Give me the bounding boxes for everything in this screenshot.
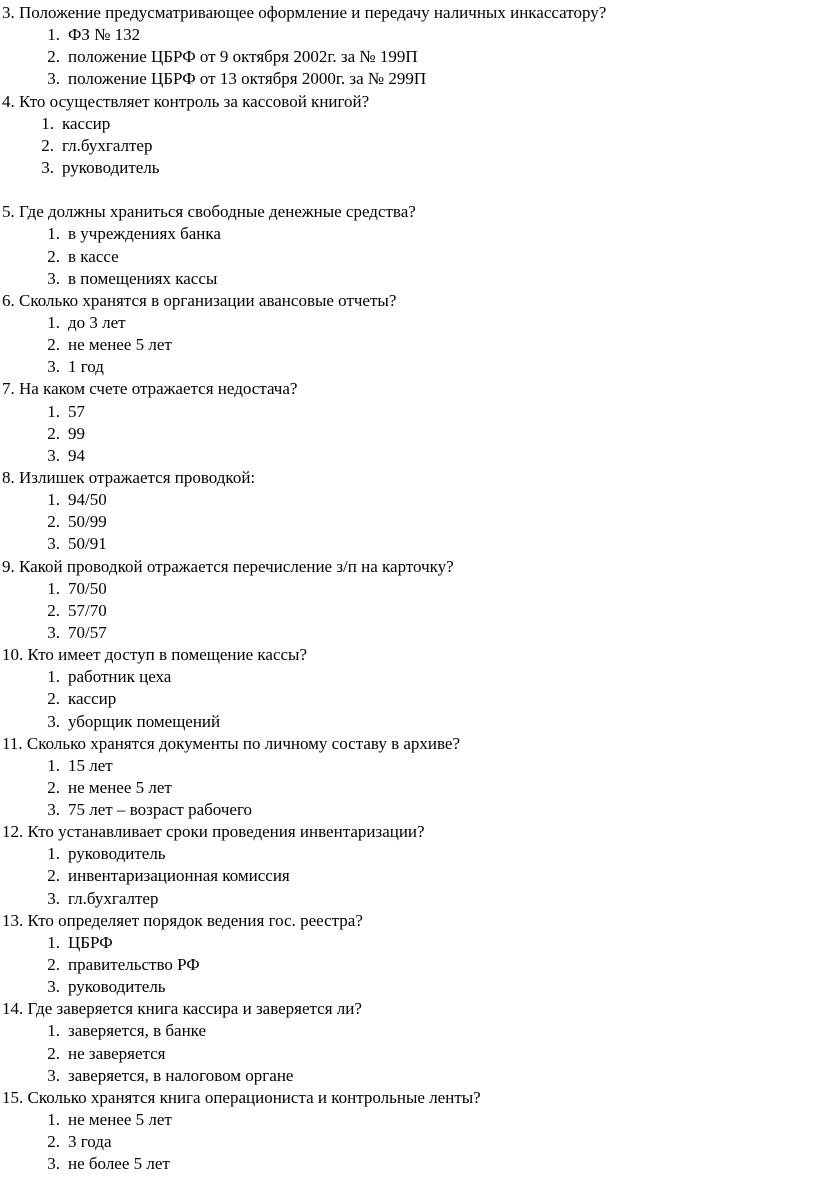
answer-number: 1. xyxy=(47,312,60,332)
answer-item xyxy=(0,799,816,821)
answer-text: заверяется, в банке xyxy=(68,1021,207,1041)
answer-item xyxy=(0,445,816,467)
question-5 xyxy=(0,201,816,290)
answer-text: 70/50 xyxy=(68,578,107,598)
answer-number: 2. xyxy=(47,955,60,975)
answer-number: 3. xyxy=(47,268,60,288)
answer-text: положение ЦБРФ от 13 октября 2000г. за № 299П xyxy=(68,69,427,89)
answer-number: 1. xyxy=(47,755,60,775)
answer-item xyxy=(0,223,816,245)
answer-number: 3. xyxy=(47,622,60,642)
answer-number: 2. xyxy=(47,1043,60,1063)
answer-text: 94 xyxy=(68,445,85,465)
answer-text: заверяется, в налоговом органе xyxy=(68,1065,294,1085)
answer-item xyxy=(0,688,816,710)
answer-text: 50/99 xyxy=(68,512,107,532)
answer-number: 1. xyxy=(47,578,60,598)
answer-item xyxy=(0,777,816,799)
answer-number: 3. xyxy=(47,977,60,997)
answer-number: 1. xyxy=(47,667,60,687)
answer-text: работник цеха xyxy=(68,667,172,687)
answer-number: 2. xyxy=(47,512,60,532)
answer-item xyxy=(0,334,816,356)
question-9 xyxy=(0,556,816,645)
question-15 xyxy=(0,1087,816,1176)
answer-text: не менее 5 лет xyxy=(68,335,172,355)
question-text: 11. Сколько хранятся документы по личному составу в архиве? xyxy=(2,733,461,753)
answer-text: не заверяется xyxy=(68,1043,166,1063)
answer-number: 3. xyxy=(47,800,60,820)
question-text: 3. Положение предусматривающее оформление и передачу наличных инкассатору? xyxy=(2,3,607,22)
answer-item xyxy=(0,1153,816,1175)
answer-list xyxy=(0,755,816,821)
answer-number: 2. xyxy=(47,335,60,355)
answer-list xyxy=(0,932,816,998)
answer-text: в помещениях кассы xyxy=(68,268,218,288)
answer-text: не менее 5 лет xyxy=(68,777,172,797)
answer-number: 2. xyxy=(47,1132,60,1152)
answer-item xyxy=(0,268,816,290)
answer-item xyxy=(0,976,816,998)
answer-text: ФЗ № 132 xyxy=(68,25,141,45)
answer-text: 75 лет – возраст рабочего xyxy=(68,800,253,820)
answer-list xyxy=(0,1020,816,1086)
answer-list xyxy=(0,1109,816,1175)
answer-text: инвентаризационная комиссия xyxy=(68,866,290,886)
answer-item xyxy=(0,888,816,910)
question-text: 12. Кто устанавливает сроки проведения инвентаризации? xyxy=(2,822,425,842)
answer-item xyxy=(0,46,816,68)
answer-text: 15 лет xyxy=(68,755,113,775)
answer-text: не более 5 лет xyxy=(68,1154,170,1174)
answer-number: 1. xyxy=(47,490,60,510)
answer-item xyxy=(0,1109,816,1131)
answer-text: руководитель xyxy=(68,844,166,864)
answer-item xyxy=(0,24,816,46)
answer-text: правительство РФ xyxy=(68,955,200,975)
answer-text: ЦБРФ xyxy=(68,932,113,952)
answer-item xyxy=(0,578,816,600)
answer-item xyxy=(0,312,816,334)
question-text: 8. Излишек отражается проводкой: xyxy=(2,467,256,487)
answer-text: гл.бухгалтер xyxy=(62,135,153,155)
answer-text: 57 xyxy=(68,401,85,421)
answer-item xyxy=(0,1065,816,1087)
answer-number: 2. xyxy=(41,135,54,155)
answer-item xyxy=(0,711,816,733)
answer-item xyxy=(0,954,816,976)
answer-text: не менее 5 лет xyxy=(68,1110,172,1130)
answer-list xyxy=(0,113,816,179)
answer-number: 3. xyxy=(47,357,60,377)
answer-item xyxy=(0,68,816,90)
answer-text: кассир xyxy=(62,113,111,133)
question-13 xyxy=(0,910,816,999)
answer-list xyxy=(0,843,816,909)
question-11 xyxy=(0,733,816,822)
blank-line xyxy=(0,179,816,201)
answer-number: 1. xyxy=(47,224,60,244)
answer-item xyxy=(0,533,816,555)
answer-item xyxy=(0,932,816,954)
question-text: 7. На каком счете отражается недостача? xyxy=(2,379,298,399)
question-text: 9. Какой проводкой отражается перечисление з/п на карточку? xyxy=(2,556,454,576)
answer-number: 1. xyxy=(47,1021,60,1041)
answer-text: руководитель xyxy=(62,157,160,177)
question-text: 15. Сколько хранятся книга операциониста и контрольные ленты? xyxy=(2,1087,481,1107)
answer-number: 2. xyxy=(47,246,60,266)
question-text: 10. Кто имеет доступ в помещение кассы? xyxy=(2,645,308,665)
answer-number: 2. xyxy=(47,777,60,797)
answer-text: кассир xyxy=(68,689,117,709)
answer-text: гл.бухгалтер xyxy=(68,888,159,908)
answer-item xyxy=(0,511,816,533)
answer-text: уборщик помещений xyxy=(68,711,221,731)
answer-number: 3. xyxy=(47,69,60,89)
answer-text: 57/70 xyxy=(68,600,107,620)
question-7 xyxy=(0,378,816,467)
answer-list xyxy=(0,223,816,289)
answer-text: руководитель xyxy=(68,977,166,997)
answer-item xyxy=(0,755,816,777)
answer-number: 3. xyxy=(47,1065,60,1085)
answer-text: в учреждениях банка xyxy=(68,224,221,244)
answer-number: 3. xyxy=(41,157,54,177)
answer-item xyxy=(0,600,816,622)
question-6 xyxy=(0,290,816,379)
answer-item xyxy=(0,1020,816,1042)
answer-number: 1. xyxy=(47,932,60,952)
answer-list xyxy=(0,24,816,90)
answer-item xyxy=(0,666,816,688)
answer-number: 2. xyxy=(47,47,60,67)
question-text: 5. Где должны храниться свободные денежные средства? xyxy=(2,202,416,222)
answer-text: 99 xyxy=(68,423,85,443)
answer-number: 3. xyxy=(47,534,60,554)
answer-number: 1. xyxy=(47,25,60,45)
answer-item xyxy=(0,1131,816,1153)
answer-text: 70/57 xyxy=(68,622,107,642)
answer-number: 2. xyxy=(47,600,60,620)
answer-number: 1. xyxy=(47,844,60,864)
answer-text: 50/91 xyxy=(68,534,107,554)
answer-list xyxy=(0,401,816,467)
answer-item xyxy=(0,622,816,644)
answer-text: 94/50 xyxy=(68,490,107,510)
answer-list xyxy=(0,489,816,555)
question-text: 13. Кто определяет порядок ведения гос. реестра? xyxy=(2,910,363,930)
answer-text: 1 год xyxy=(68,357,104,377)
question-text: 4. Кто осуществляет контроль за кассовой книгой? xyxy=(2,91,370,111)
answer-list xyxy=(0,312,816,378)
question-8 xyxy=(0,467,816,556)
answer-item xyxy=(0,423,816,445)
question-14 xyxy=(0,998,816,1087)
answer-text: в кассе xyxy=(68,246,119,266)
answer-item xyxy=(0,401,816,423)
answer-number: 1. xyxy=(47,401,60,421)
question-text: 14. Где заверяется книга кассира и заверяется ли? xyxy=(2,999,362,1019)
answer-item xyxy=(0,246,816,268)
answer-item xyxy=(0,865,816,887)
answer-number: 2. xyxy=(47,866,60,886)
answer-text: до 3 лет xyxy=(68,312,126,332)
answer-text: 3 года xyxy=(68,1132,112,1152)
answer-item xyxy=(0,843,816,865)
answer-number: 1. xyxy=(41,113,54,133)
answer-list xyxy=(0,578,816,644)
question-3 xyxy=(0,2,816,91)
answer-item xyxy=(0,1043,816,1065)
answer-item xyxy=(0,489,816,511)
answer-number: 3. xyxy=(47,888,60,908)
question-4 xyxy=(0,91,816,180)
answer-item xyxy=(0,113,816,135)
answer-item xyxy=(0,157,816,179)
answer-number: 2. xyxy=(47,423,60,443)
answer-number: 2. xyxy=(47,689,60,709)
question-text: 6. Сколько хранятся в организации авансовые отчеты? xyxy=(2,290,397,310)
answer-number: 3. xyxy=(47,445,60,465)
question-10 xyxy=(0,644,816,733)
answer-text: положение ЦБРФ от 9 октября 2002г. за № 199П xyxy=(68,47,418,67)
answer-item xyxy=(0,135,816,157)
answer-number: 3. xyxy=(47,711,60,731)
question-12 xyxy=(0,821,816,910)
answer-item xyxy=(0,356,816,378)
answer-number: 3. xyxy=(47,1154,60,1174)
document-page xyxy=(0,2,816,1175)
answer-number: 1. xyxy=(47,1110,60,1130)
answer-list xyxy=(0,666,816,732)
